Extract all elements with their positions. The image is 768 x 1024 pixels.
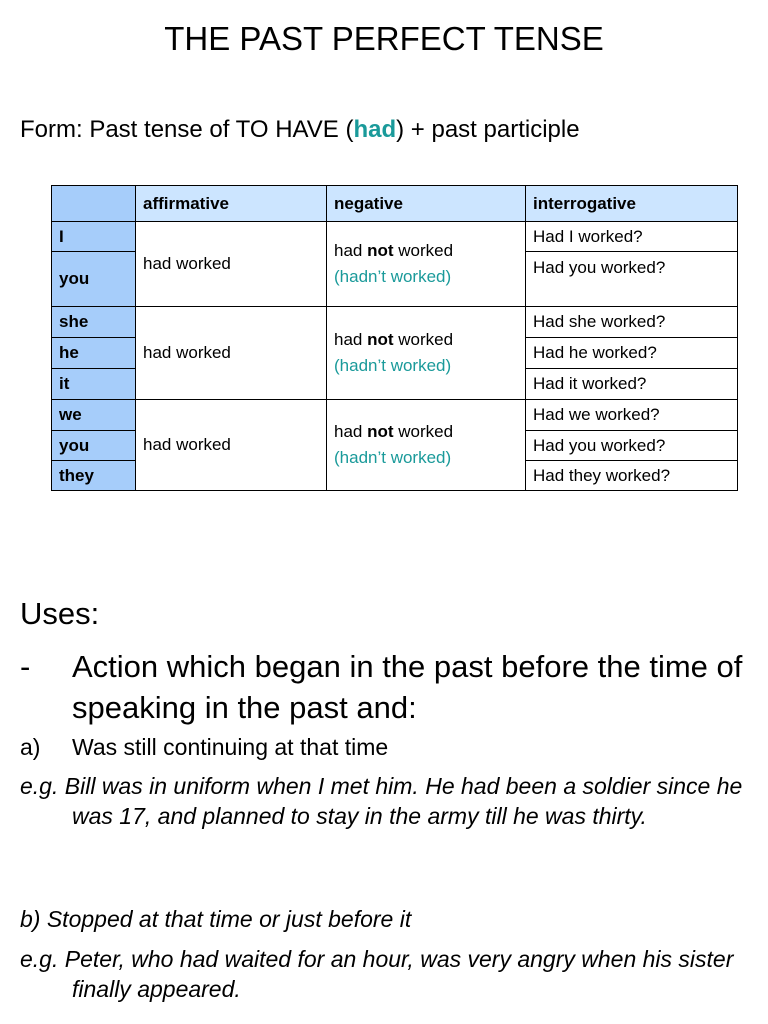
table-row — [52, 400, 738, 431]
negative-cell — [327, 222, 526, 307]
bullet-dash: - — [20, 649, 31, 684]
negative-form: had not worked — [334, 330, 454, 349]
conjugation-table — [51, 185, 738, 491]
negative-cell — [327, 400, 526, 491]
pronoun-cell: he — [52, 338, 136, 369]
pronoun-cell: it — [52, 369, 136, 400]
uses-heading: Uses: — [20, 596, 100, 631]
table-row — [52, 222, 738, 252]
affirmative-cell: had worked — [136, 400, 327, 491]
question-cell: Had you worked? — [526, 431, 738, 461]
header-affirmative: affirmative — [136, 186, 327, 222]
pronoun-cell: I — [52, 222, 136, 252]
affirmative-cell: had worked — [136, 307, 327, 400]
negative-form: had not worked — [334, 422, 454, 441]
pronoun-header-cell — [52, 186, 136, 222]
form-prefix: Form: Past tense of TO HAVE ( — [20, 116, 354, 143]
sub-point-a-label: a) — [20, 734, 41, 760]
affirmative-cell: had worked — [136, 222, 327, 307]
header-interrogative: interrogative — [526, 186, 738, 222]
question-cell: Had you worked? — [526, 252, 738, 307]
example-1: e.g. Bill was in uniform when I met him. He had been a soldier since he was 17, and planned to stay in the army till he was thirty. — [20, 773, 743, 829]
form-description — [20, 116, 580, 144]
form-highlight: had — [353, 116, 397, 143]
pronoun-cell: they — [52, 461, 136, 491]
question-cell: Had I worked? — [526, 222, 738, 252]
question-cell: Had it worked? — [526, 369, 738, 400]
pronoun-cell: you — [52, 252, 136, 307]
question-cell: Had we worked? — [526, 400, 738, 431]
sub-point-a-text: Was still continuing at that time — [72, 734, 389, 760]
table-row — [52, 307, 738, 338]
question-cell: Had they worked? — [526, 461, 738, 491]
question-cell: Had she worked? — [526, 307, 738, 338]
sub-point-b: b) Stopped at that time or just before it — [20, 906, 412, 932]
pronoun-cell: she — [52, 307, 136, 338]
pronoun-cell: we — [52, 400, 136, 431]
uses-main-point: Action which began in the past before the time of speaking in the past and: — [72, 649, 743, 725]
page-title: THE PAST PERFECT TENSE — [164, 20, 604, 57]
example-2: e.g. Peter, who had waited for an hour, was very angry when his sister finally appeared. — [20, 946, 734, 1002]
negative-contracted: (hadn’t worked) — [334, 448, 452, 467]
pronoun-cell: you — [52, 431, 136, 461]
question-cell: Had he worked? — [526, 338, 738, 369]
form-suffix: ) + past participle — [396, 116, 580, 143]
table-header-row — [52, 186, 738, 222]
negative-contracted: (hadn’t worked) — [334, 267, 452, 286]
header-negative: negative — [327, 186, 526, 222]
negative-cell — [327, 307, 526, 400]
negative-form: had not worked — [334, 241, 454, 260]
negative-contracted: (hadn’t worked) — [334, 356, 452, 375]
